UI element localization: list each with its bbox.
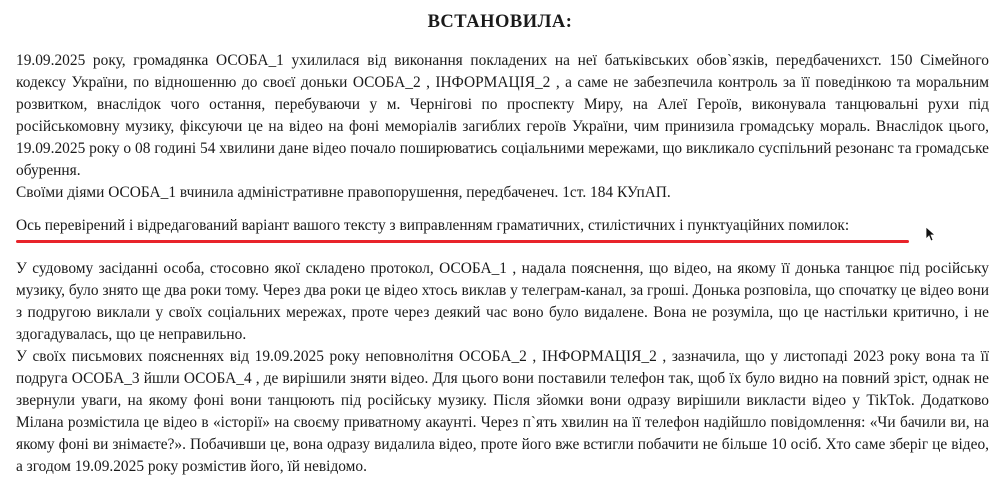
document-title: ВСТАНОВИЛА: (427, 12, 573, 32)
paragraph-edited-note: Ось перевірений і відредагований варіант вашого тексту з виправленням граматичних, стилістичних і пунктуаційних помилок: (16, 217, 850, 234)
paragraph-violation: Своїми діями ОСОБА_1 вчинила адміністративне правопорушення, передбаченеч. 1ст. 184 КУпАП. (16, 184, 671, 201)
paragraph-court-explanation: У судовому засіданні особа, стосовно якої складено протокол, ОСОБА_1 , надала пояснення, що відео, на якому її донька танцює під російську музику, було знято ще два роки тому. Через два роки це відео хтось виклав у телеграм-канал, за гроші. Донька розповіла, що спочатку це відео вони з подругою виклали у своїх соціальних мережах, проте через деякий час воно було видалене. Вона не розуміла, що це настільки критично, і не здогадувалась, що це неправильно. (16, 260, 989, 343)
red-underline-annotation (16, 240, 909, 243)
mouse-pointer-icon (925, 226, 935, 242)
paragraph-incident: 19.09.2025 року, громадянка ОСОБА_1 ухилилася від виконання покладених на неї батьківських обов`язків, передбаченихст. 150 Сімейного кодексу України, по відношенню до своєї доньки ОСОБА_2 , ІНФОРМАЦІЯ_2 , а саме не забезпечила контроль за її поведінкою та моральним розвитком, внаслідок чого остання, перебуваючи у м. Чернігові по проспекту Миру, на Алеї Героїв, виконувала танцювальні рухи під російськомовну музику, фіксуючи це на відео на фоні меморіалів загиблих героїв України, чим принизила громадську мораль. Внаслідок цього, 19.09.2025 року о 08 годині 54 хвилини дане відео почало поширюватись соціальними мережами, що викликало суспільний резонанс та громадське обурення. (16, 52, 989, 179)
paragraph-written-explanation: У своїх письмових поясненнях від 19.09.2025 року неповнолітня ОСОБА_2 , ІНФОРМАЦІЯ_2 , зазначила, що у листопаді 2023 року вона та її подруга ОСОБА_3 йшли ОСОБА_4 , де вирішили зняти відео. Для цього вони поставили телефон так, щоб їх було видно на повний зріст, однак не звернули уваги, на якому фоні вони танцюють під російську музику. Після зйомки вони одразу вирішили викласти відео у TikTok. Додатково Мілана розмістила це відео в «історії» на своєму приватному акаунті. Через п`ять хвилин на її телефон надійшло повідомлення: «Чи бачили ви, на якому фоні ви знімаєте?». Побачивши це, вона одразу видалила відео, проте його вже встигли побачити не більше 10 осіб. Хто саме зберіг це відео, а згодом 19.09.2025 року розмістив його, їй невідомо. (16, 348, 989, 475)
